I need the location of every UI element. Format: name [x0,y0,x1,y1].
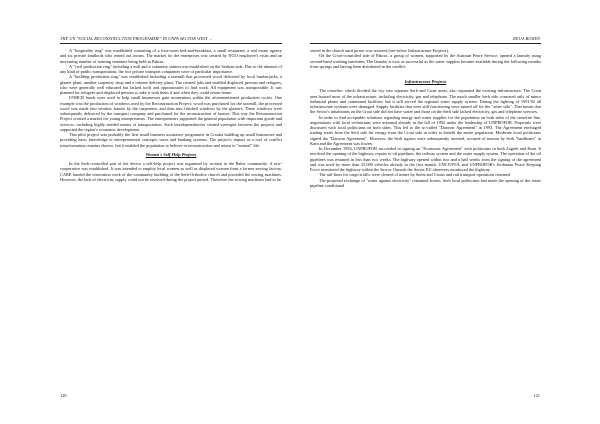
paragraph: A "hospitality ring" was established consisting of a four-room bed-and-breakfast, a small restaurant, a real estate agency and six private landlords who rented out rooms. The market for the enterprises was created by NGO employee's visits and an increasing number of training seminars being held in Pakrac. [60,48,282,64]
left-page-body [60,48,282,182]
paragraph: A "building production ring" was established including a sawmill that processed wood delivered by local lumberjacks, a glazier plant, another carpentry shop and a cement delivery plant. The created jobs and enabled displaced persons and refugees, who were generally well educated but lacked tools and opportunities to find work. All equipment was transportable. It was planned for refugees and displaced persons to take it with them if and when they could return home. [60,74,282,95]
paragraph: The ceasefire, which divided the city into separate Serb and Croat areas, also separated the existing infrastructure. The Croat area housed most of the infrastructure, including electricity, gas and telephone. The much smaller Serb side consisted only of minor industrial plants and communal facilities, but it still served the regional water supply system. During the fighting of 1991/92 all infrastructure systems were damaged. Supply facilities that were still functioning were turned off for the "other side". That meant that the Sector's inhabitants on the Croat side did not have water and those on the Serb side lacked electricity, gas and telephone services. [310,88,541,115]
paragraph: In order to find acceptable solutions regarding energy and water supplies for the population on both sides of the ceasefire line, negotiations with local technicians were assumed already in the fall of 1992 under the leadership of UNPROFOR. Proposals were discussed with local politicians on both sides. This led to the so-called "Daruvar Agreement" in 1993. The Agreement envisaged trading water from the Serb side for energy from the Croat side in order to benefit the entire population. Moderate local politicians signed the "Daruvar Agreement". However, the Serb signers were subsequently arrested, accused of treason by Serb "hardliners" in Knin and the Agreement was frozen. [310,114,541,146]
paragraph: This pilot project was probably the first small business assistance programme in Croatia building up small businesses and providing basic knowledge of entrepreneurial concepts, taxes and banking systems. The project's impact as a tool of conflict transformation remains elusive, but it enabled the population to believe in reconstruction and return to "normal" life. [60,132,282,148]
paragraph: stored in the church until power was restored (see below Infrastructure Projects). [310,48,449,53]
paragraph: On the Croat-controlled side of Pakrac, a group of women, supported by the Austrian Peace Service, opened a laundry using second-hand washing machines. The laundry is now as successful as the water supplies became available during the following months from springs and having been distributed in the conflict. [310,53,541,69]
header-rule-right [310,43,541,44]
page-number-right: 121 [533,393,540,398]
paragraph: In the Serb-controlled part of the Sector a self-help project was organised by women in the Baltic community. A sew-cooperative was established. It was intended to employ local women as well as displaced women from a former sewing factory. CARE funded the renovation work of the community building of the Serb-Orthodox church and provided the sewing machines. However, the lack of electricity supply could not be resolved during the project period. Therefore the sewing machines had to be [60,161,282,182]
right-page-body [310,48,541,188]
paragraph: The rail-lines for cargo-traffic were cleared of mines by Serbs and Croats and rail transport operations resumed. [319,172,512,178]
paragraph: The proposed exchange of "water against electricity" remained frozen. Serb local politicians had made the opening of the water pipeline conditional [310,177,541,188]
paragraph: In December 1994, UNPROFOR succeeded in signing an "Economic Agreement" with politicians in both Zagreb and Knin. It involved the opening of the highway, repairs to oil pipelines, the railway system and the water supply system. The operation of the oil pipelines was resumed in less than two weeks. The highway opened within two and a half weeks from the signing of the agreement and was used by more than 25,000 vehicles already in the first month. UNCIVPOL and UNPROFOR's Jordanian Peace Keeping Force monitored the highway within the Sector. Outside the Sector EU observers monitored the highway. [310,146,541,172]
running-header-left: THE UN "SOCIAL RECONSTRUCTION PROGRAMME" IN UNPA SECTOR WEST ... [60,36,213,41]
running-header-right: REIJA BOIIEN [513,36,540,41]
page-number-left: 120 [60,393,67,398]
section-heading-infrastructure: Infrastructure Projects [404,79,447,84]
header-rule-left [60,43,282,44]
paragraph: UNHCR funds were used to help small businesses gain momentum within the aforementioned production cycles. One example was the production of windows used by the Reconstruction Project: wood was purchased for the sawmill, the processed wood was made into window frames by the carpenters, and then into finished windows by the glaziers. These windows were subsequently delivered by the transport company and purchased for the reconstruction of houses. This way the Reconstruction Project created a market for young entrepreneurs. The entrepreneurs supported the general population with important goods and services, including highly needed means of transportation. Such interdependencies created synergies between the projects and supported the region's economic development. [60,95,282,132]
paragraph: A "civil production ring" including a mill and a voluntary station was established on the Serbian side. Due to the absence of any kind of public transportation, the two private transport companies were of particular importance. [60,63,282,74]
section-heading-womens-projects: Women's Self-Help Projects [145,151,197,157]
